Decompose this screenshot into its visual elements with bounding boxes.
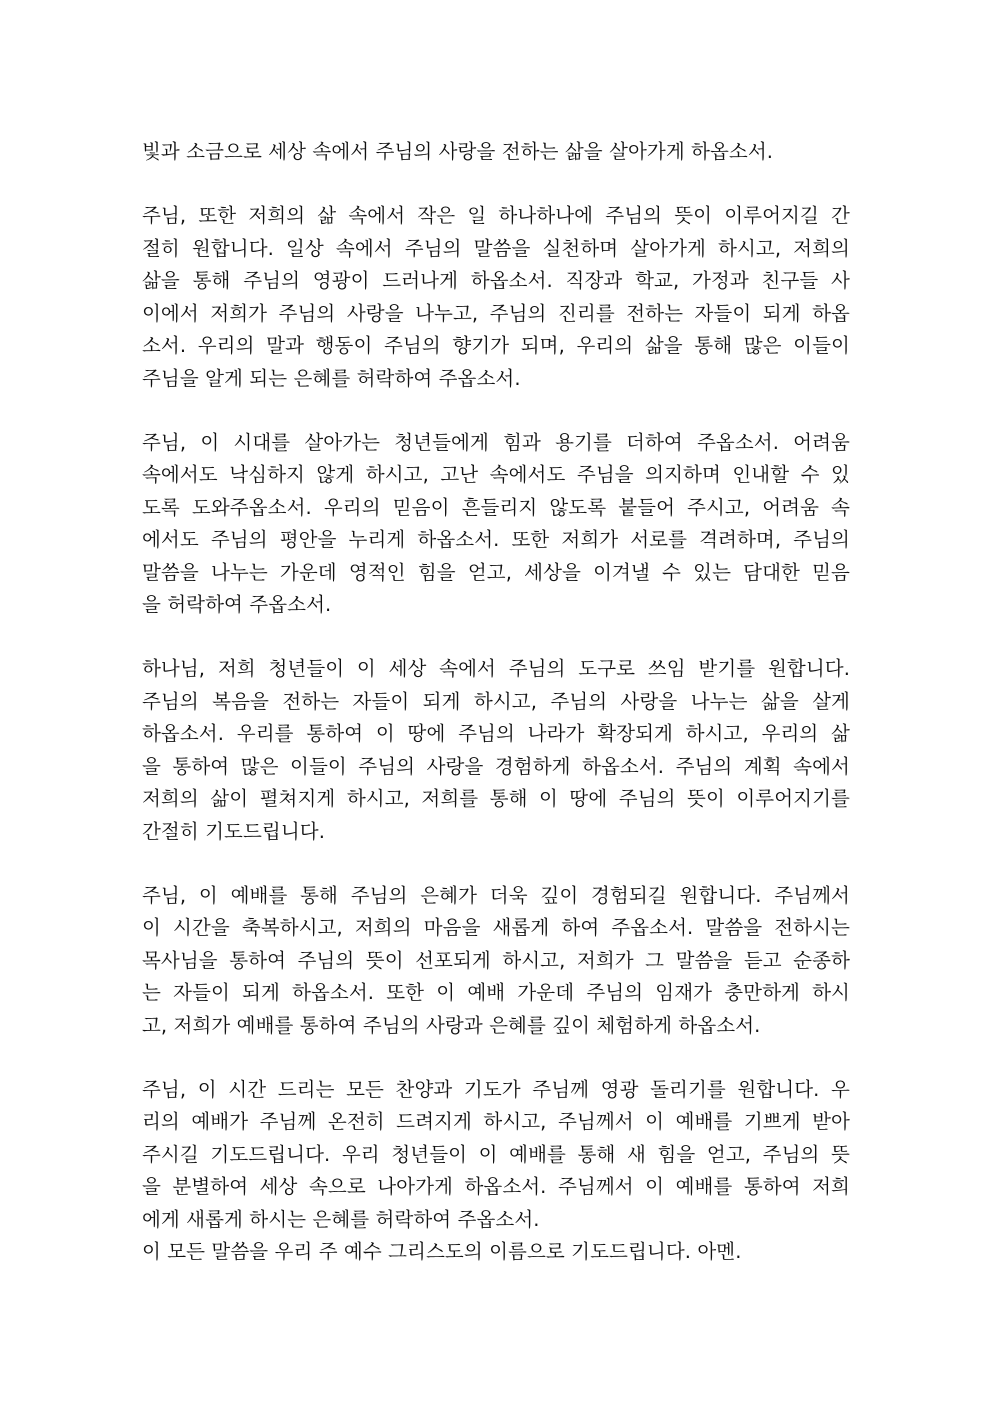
text-line: 는 자들이 되게 하옵소서. 또한 이 예배 가운데 주님의 임재가 충만하게 하시 <box>142 981 850 1004</box>
paragraph-gap <box>142 848 850 880</box>
text-line: 이 시간을 축복하시고, 저희의 마음을 새롭게 하여 주옵소서. 말씀을 전하시는 <box>142 916 850 939</box>
text-line: 목사님을 통하여 주님의 뜻이 선포되게 하시고, 저희가 그 말씀을 듣고 순종하 <box>142 948 850 972</box>
text-line: 주님의 복음을 전하는 자들이 되게 하시고, 주님의 사랑을 나누는 삶을 살게 <box>142 689 850 713</box>
text-line: 을 통하여 많은 이들이 주님의 사랑을 경험하게 하옵소서. 주님의 계획 속에서 <box>142 754 850 778</box>
text-line: 하나님, 저희 청년들이 이 세상 속에서 주님의 도구로 쓰임 받기를 원합니다. <box>142 657 850 680</box>
paragraph-4 <box>142 653 850 848</box>
text-line: 속에서도 낙심하지 않게 하시고, 고난 속에서도 주님을 의지하며 인내할 수 있 <box>142 463 850 486</box>
paragraph-gap <box>142 1042 850 1074</box>
text-line: 주시길 기도드립니다. 우리 청년들이 이 예배를 통해 새 힘을 얻고, 주님의 뜻 <box>142 1142 850 1166</box>
text-line: 을 분별하여 세상 속으로 나아가게 하옵소서. 주님께서 이 예배를 통하여 저희 <box>142 1175 850 1198</box>
paragraph-gap <box>142 169 850 201</box>
paragraph-3 <box>142 427 850 622</box>
paragraph-6 <box>142 1074 850 1269</box>
text-line: 주님, 또한 저희의 삶 속에서 작은 일 하나하나에 주님의 뜻이 이루어지길 간 <box>142 204 850 227</box>
text-line: 하옵소서. 우리를 통하여 이 땅에 주님의 나라가 확장되게 하시고, 우리의 삶 <box>142 722 850 745</box>
paragraph-5 <box>142 880 850 1043</box>
text-line: 소서. 우리의 말과 행동이 주님의 향기가 되며, 우리의 삶을 통해 많은 이들이 <box>142 334 850 357</box>
text-line: 주님을 알게 되는 은혜를 허락하여 주옵소서. <box>142 366 521 390</box>
text-line: 빛과 소금으로 세상 속에서 주님의 사랑을 전하는 삶을 살아가게 하옵소서. <box>142 140 774 163</box>
text-line: 주님, 이 예배를 통해 주님의 은혜가 더욱 깊이 경험되길 원합니다. 주님께서 <box>142 883 850 907</box>
text-line: 주님, 이 시대를 살아가는 청년들에게 힘과 용기를 더하여 주옵소서. 어려움 <box>142 430 850 454</box>
text-line: 이에서 저희가 주님의 사랑을 나누고, 주님의 진리를 전하는 자들이 되게 하옵 <box>142 301 850 325</box>
paragraph-gap <box>142 395 850 427</box>
text-line: 주님, 이 시간 드리는 모든 찬양과 기도가 주님께 영광 돌리기를 원합니다. 우 <box>142 1077 850 1101</box>
text-line: 저희의 삶이 펼쳐지게 하시고, 저희를 통해 이 땅에 주님의 뜻이 이루어지기를 <box>142 787 850 810</box>
paragraph-2 <box>142 200 850 395</box>
closing-line: 이 모든 말씀을 우리 주 예수 그리스도의 이름으로 기도드립니다. 아멘. <box>142 1240 742 1263</box>
prayer-text-body <box>142 136 850 1269</box>
text-line: 삶을 통해 주님의 영광이 드러나게 하옵소서. 직장과 학교, 가정과 친구들 사 <box>142 269 850 292</box>
paragraph-gap <box>142 622 850 654</box>
text-line: 을 허락하여 주옵소서. <box>142 593 332 616</box>
text-line: 간절히 기도드립니다. <box>142 819 326 843</box>
text-line: 고, 저희가 예배를 통하여 주님의 사랑과 은혜를 깊이 체험하게 하옵소서. <box>142 1013 761 1037</box>
paragraph-1 <box>142 136 850 169</box>
text-line: 말씀을 나누는 가운데 영적인 힘을 얻고, 세상을 이겨낼 수 있는 담대한 믿음 <box>142 560 850 584</box>
text-line: 에게 새롭게 하시는 은혜를 허락하여 주옵소서. <box>142 1207 540 1231</box>
text-line: 에서도 주님의 평안을 누리게 하옵소서. 또한 저희가 서로를 격려하며, 주님의 <box>142 528 850 551</box>
text-line: 도록 도와주옵소서. 우리의 믿음이 흔들리지 않도록 붙들어 주시고, 어려움 속 <box>142 495 850 519</box>
text-line: 절히 원합니다. 일상 속에서 주님의 말씀을 실천하며 살아가게 하시고, 저희의 <box>142 236 850 260</box>
text-line: 리의 예배가 주님께 온전히 드려지게 하시고, 주님께서 이 예배를 기쁘게 받아 <box>142 1110 850 1133</box>
